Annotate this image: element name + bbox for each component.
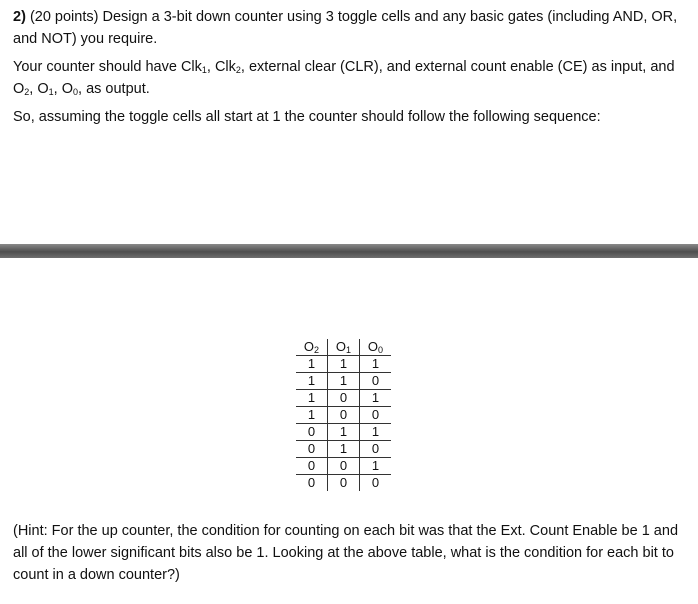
table-cell: 1	[296, 373, 328, 390]
sequence-intro: So, assuming the toggle cells all start at 1 the counter should follow the following sequence:	[13, 109, 601, 125]
header-base: O	[335, 339, 347, 354]
table-cell: 1	[360, 458, 392, 475]
table-body	[296, 356, 391, 492]
table-cell: 1	[328, 356, 360, 373]
table-cell: 0	[328, 407, 360, 424]
table-cell: 0	[360, 407, 392, 424]
table-row	[296, 373, 391, 390]
table-row	[296, 441, 391, 458]
hint-text: (Hint: For the up counter, the condition for counting on each bit was that the Ext. Count Enable be 1 and all of the lower significant bits also be 1. Looking at the above table, what is the condition for each bit to count in a down counter?)	[13, 523, 679, 583]
problem-points: (20 points)	[29, 9, 99, 25]
o1-subscript: 1	[48, 87, 54, 97]
table-row	[296, 424, 391, 441]
table-cell: 0	[360, 441, 392, 458]
clk2-subscript: 2	[235, 65, 241, 75]
problem-number: 2)	[13, 9, 26, 25]
table-header-row	[296, 339, 391, 356]
table-row	[296, 407, 391, 424]
io-description	[13, 56, 683, 100]
table-cell: 0	[360, 373, 392, 390]
table-cell: 1	[360, 356, 392, 373]
table-cell: 1	[328, 441, 360, 458]
header-subscript: 0	[378, 345, 384, 355]
table-cell: 0	[307, 475, 316, 490]
table-row	[296, 475, 391, 492]
table-row	[296, 390, 391, 407]
io-text: , as output.	[78, 81, 150, 97]
o0-subscript: 0	[73, 87, 79, 97]
table-cell: 0	[328, 458, 360, 475]
table-cell: 0	[360, 475, 392, 492]
sequence-table	[296, 339, 391, 491]
table-cell: 0	[328, 390, 360, 407]
o2-subscript: 2	[24, 87, 30, 97]
column-header-o1	[328, 339, 360, 356]
table-cell: 0	[328, 475, 360, 492]
table-cell: 1	[360, 390, 392, 407]
header-subscript: 1	[346, 345, 352, 355]
table-cell: 0	[296, 441, 328, 458]
io-text: , Clk	[206, 59, 236, 75]
clk1-subscript: 1	[201, 65, 207, 75]
column-header-o0	[360, 339, 392, 356]
io-text: , O	[29, 81, 49, 97]
io-text: , external clear (CLR), and external count enable (CE) as input, and O	[13, 59, 675, 97]
io-text: , O	[53, 81, 73, 97]
table-cell: 0	[296, 424, 328, 441]
table-cell: 1	[296, 407, 328, 424]
table-cell: 1	[328, 424, 360, 441]
header-subscript: 2	[314, 345, 320, 355]
problem-text: Design a 3-bit down counter using 3 toggle cells and any basic gates (including AND, OR, and NOT) you require.	[13, 9, 678, 47]
table-cell: 1	[328, 373, 360, 390]
header-base: O	[367, 339, 379, 354]
table-cell: 1	[296, 390, 328, 407]
io-text: Your counter should have Clk	[13, 59, 202, 75]
table-cell: 1	[360, 424, 392, 441]
column-header-o2	[296, 339, 328, 356]
table-cell: 1	[296, 356, 328, 373]
table-row	[296, 356, 391, 373]
problem-statement	[13, 6, 683, 50]
table-cell: 0	[296, 458, 328, 475]
header-base: O	[303, 339, 315, 354]
section-divider	[0, 244, 698, 258]
table-row	[296, 458, 391, 475]
